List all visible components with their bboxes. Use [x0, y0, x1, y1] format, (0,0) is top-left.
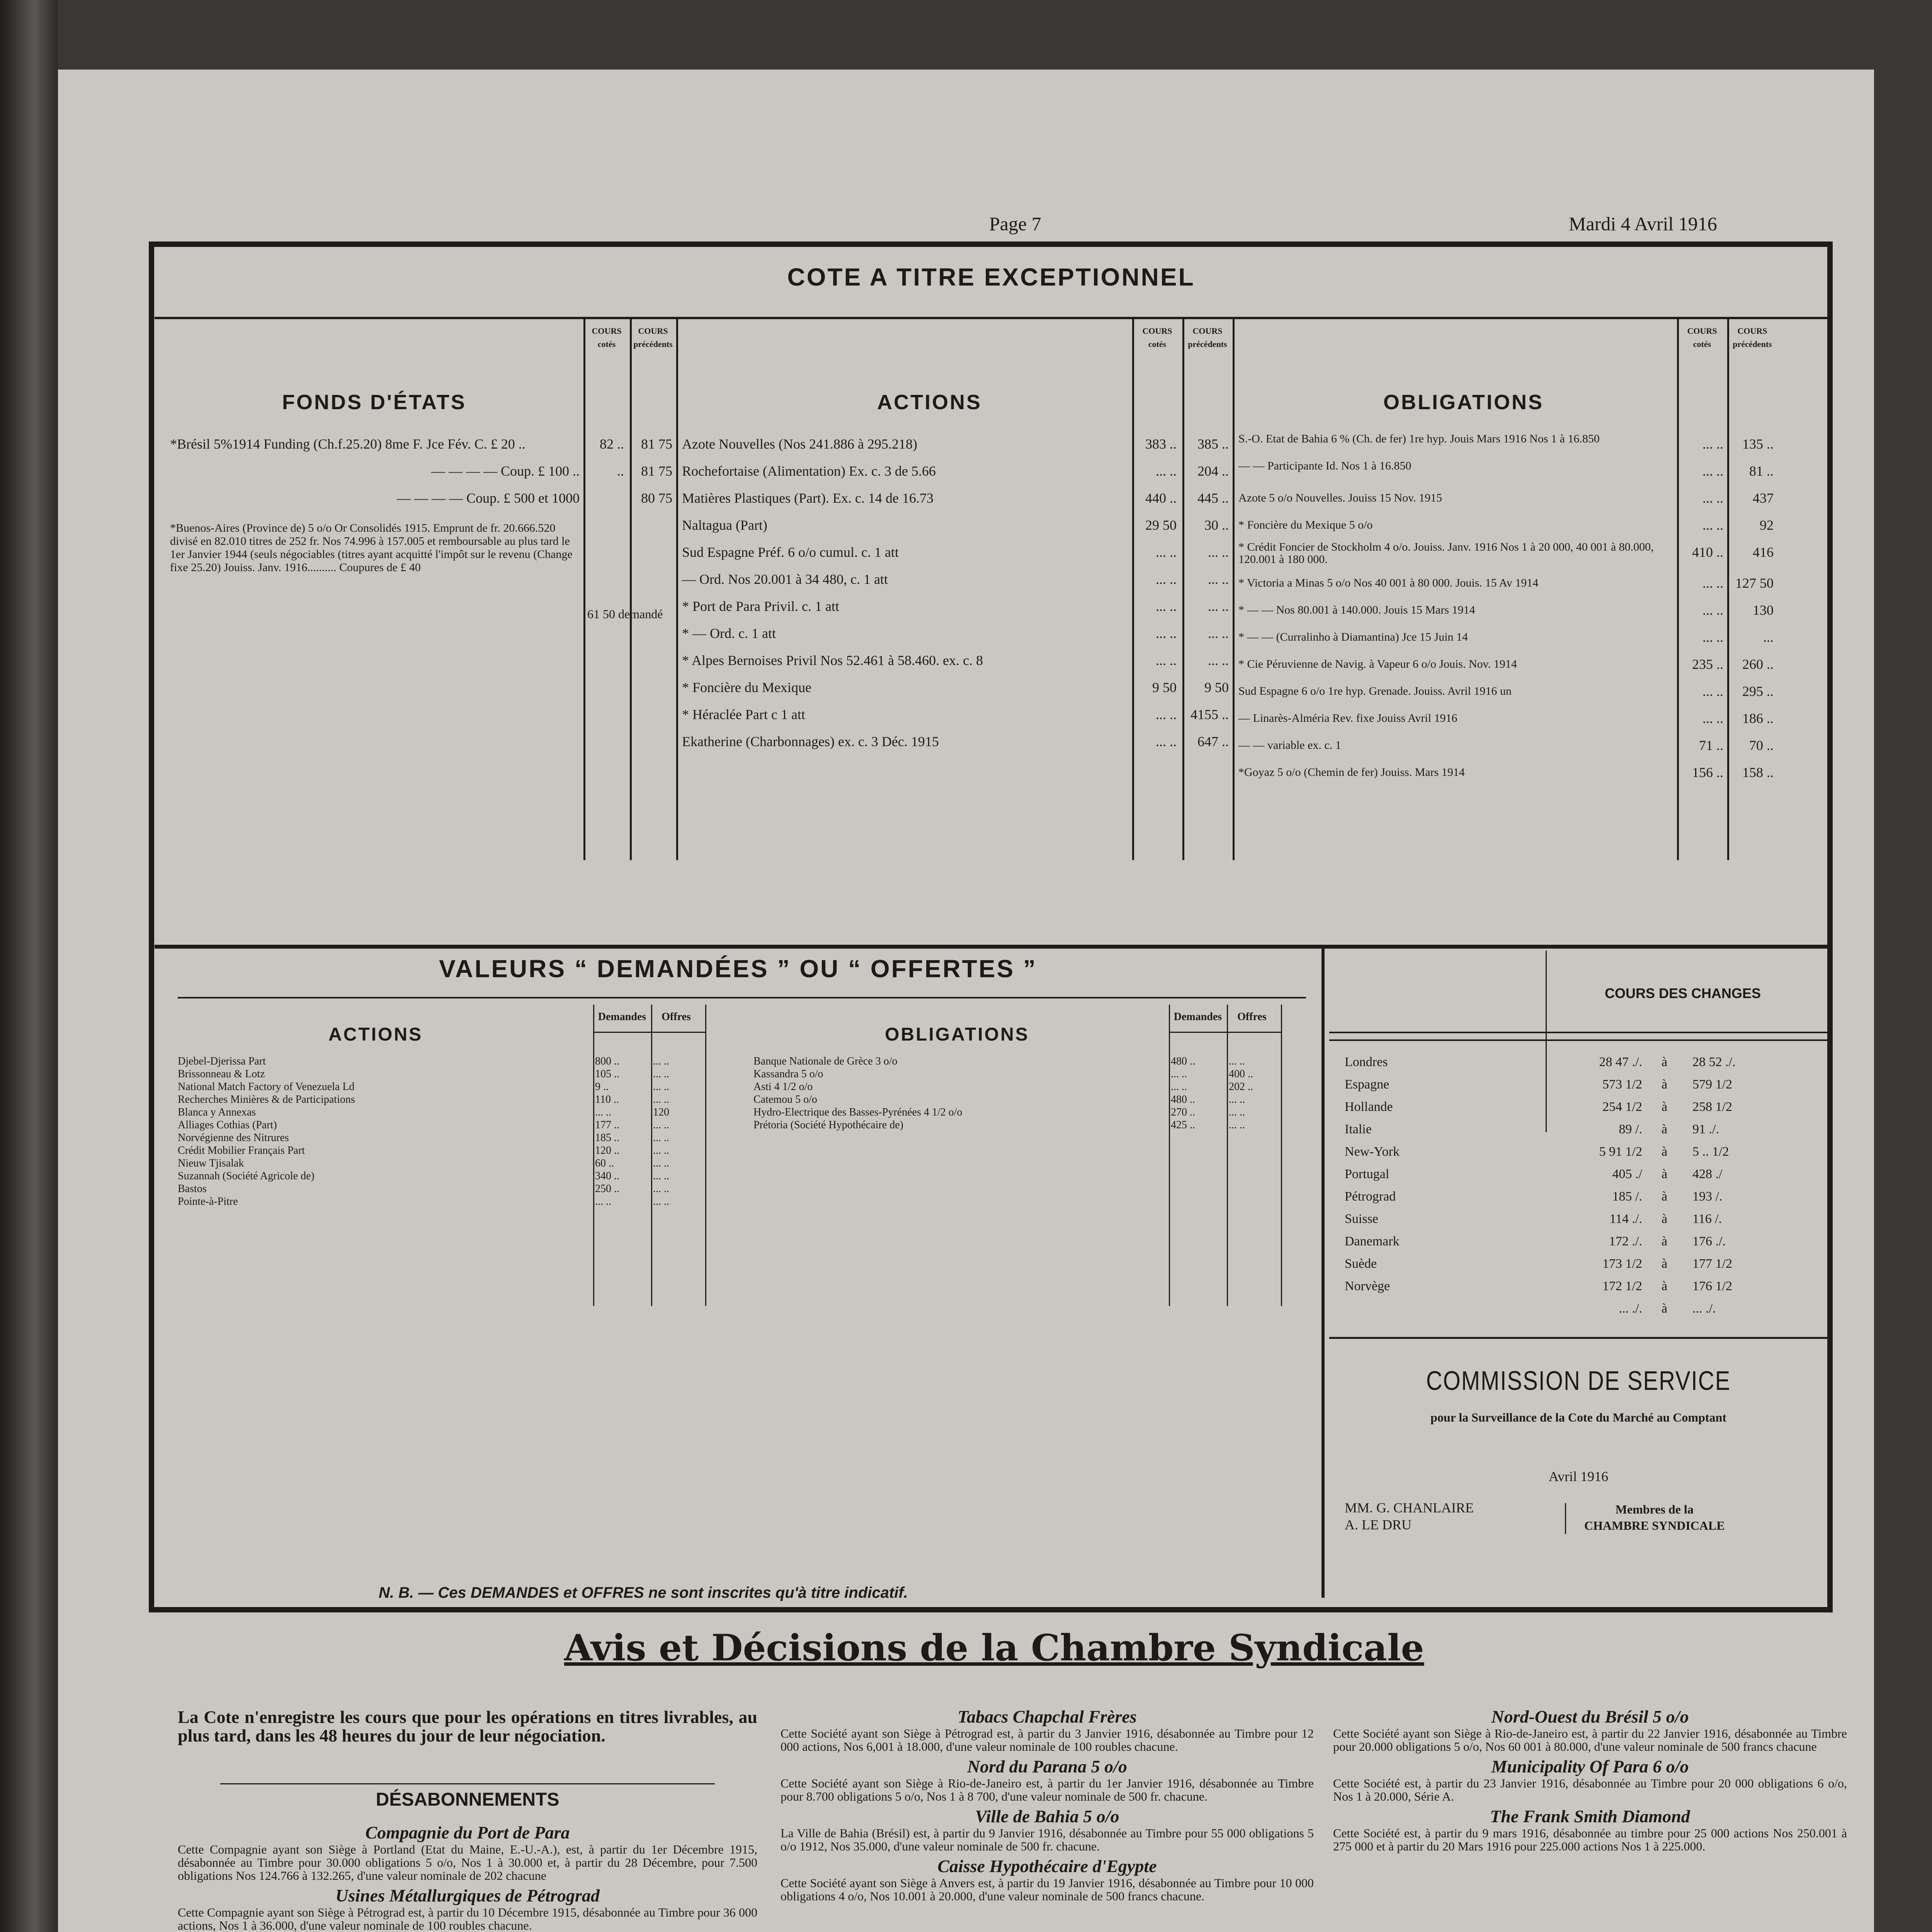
cell: 295 ..	[1742, 684, 1774, 699]
change-sep: à	[1662, 1257, 1668, 1271]
cell: 92	[1760, 517, 1774, 533]
change-rate-low: 185 /.	[1612, 1189, 1642, 1204]
cell: 71 ..	[1699, 738, 1723, 753]
cell: ... ..	[653, 1068, 669, 1080]
avis-heading: Nord-Ouest du Brésil 5 o/o	[1491, 1707, 1689, 1726]
avis-heading: Usines Métallurgiques de Pétrograd	[335, 1886, 600, 1905]
cell: ... ..	[1156, 463, 1177, 479]
table-row: * Victoria a Minas 5 o/o Nos 40 001 à 80 000. Jouis. 15 Av 1914	[1238, 577, 1539, 589]
desabonnements-heading: DÉSABONNEMENTS	[376, 1789, 560, 1810]
cell: ... ..	[1702, 490, 1723, 506]
cell: ... ..	[1208, 653, 1229, 668]
avis-heading: Municipality Of Para 6 o/o	[1491, 1757, 1689, 1776]
col-offres-2: Offres	[1237, 1011, 1267, 1023]
cell: 9 50	[1152, 680, 1177, 695]
avis-heading: The Frank Smith Diamond	[1490, 1806, 1690, 1826]
table-row: Recherches Minières & de Participations	[178, 1094, 355, 1105]
cell: ... ..	[1156, 653, 1177, 668]
cell: 440 ..	[1145, 490, 1177, 506]
cell: 81 ..	[1749, 463, 1774, 479]
cell: 135 ..	[1742, 436, 1774, 452]
cell: ... ..	[1702, 629, 1723, 645]
change-rate-low: 89 /.	[1619, 1122, 1642, 1136]
table-row: * Alpes Bernoises Privil Nos 52.461 à 58.460. ex. c. 8	[682, 653, 983, 668]
rule	[651, 1005, 652, 1306]
cell: 110 ..	[595, 1094, 619, 1105]
change-place: Portugal	[1345, 1167, 1389, 1181]
avis-text: Cette Société ayant son Siège à Anvers est, à partir du 19 Janvier 1916, désabonnée au Timbre pour 10 000 obligations 4 o/o, Nos 10.001 à 20.000, d'une valeur nominale de 500 francs chacune.	[781, 1876, 1314, 1903]
change-place: New-York	[1345, 1145, 1400, 1159]
table-row: Hydro-Electrique des Basses-Pyrénées 4 1/2 o/o	[753, 1106, 963, 1118]
table-row: S.-O. Etat de Bahia 6 % (Ch. de fer) 1re hyp. Jouis Mars 1916 Nos 1 à 16.850	[1238, 433, 1600, 445]
cell: 185 ..	[595, 1132, 619, 1144]
change-place: Hollande	[1345, 1100, 1393, 1114]
avis-column-1	[178, 1820, 757, 1932]
cote-title: COTE A TITRE EXCEPTIONNEL	[787, 263, 1195, 291]
newspaper-page	[58, 70, 1874, 1932]
rule	[676, 319, 678, 860]
avis-heading: Caisse Hypothécaire d'Egypte	[937, 1856, 1157, 1876]
table-row: Brissonneau & Lotz	[178, 1068, 265, 1080]
avis-column-2	[781, 1704, 1314, 1906]
cell: 647 ..	[1197, 734, 1229, 749]
table-row: — — — — Coup. £ 100 ..	[431, 463, 580, 479]
cell: ... ..	[653, 1145, 669, 1156]
avis-heading: Nord du Parana 5 o/o	[967, 1757, 1128, 1776]
change-rate-high: 193 /.	[1692, 1189, 1723, 1204]
change-sep: à	[1662, 1077, 1668, 1092]
commission-month: Avril 1916	[1548, 1469, 1609, 1484]
cell: ... ..	[1156, 734, 1177, 749]
cote-title-rule	[155, 317, 1828, 319]
change-rate-high: 258 1/2	[1692, 1100, 1732, 1114]
change-sep: à	[1662, 1100, 1668, 1114]
change-sep: à	[1662, 1122, 1668, 1136]
cell: 416	[1753, 544, 1774, 560]
table-row: Rochefortaise (Alimentation) Ex. c. 3 de 5.66	[682, 463, 936, 479]
col-offres: Offres	[662, 1011, 691, 1023]
cell: 130	[1753, 602, 1774, 618]
cell: ... ..	[1229, 1106, 1245, 1118]
change-rate-low: 172 ./.	[1609, 1234, 1642, 1248]
table-row: * Héraclée Part c 1 att	[682, 707, 805, 722]
cell: 250 ..	[595, 1183, 619, 1195]
avis-column-3	[1333, 1704, 1847, 1856]
change-rate-high: 579 1/2	[1692, 1077, 1732, 1092]
cell: ... ..	[1702, 517, 1723, 533]
page-number: Page 7	[989, 213, 1041, 235]
col-cours-cotes: COURS cotés	[592, 326, 622, 349]
cell: 400 ..	[1229, 1068, 1253, 1080]
change-rate-high: 28 52 ./.	[1692, 1055, 1736, 1069]
cell: 70 ..	[1749, 738, 1774, 753]
col-cours-cotes-2: COURS cotés	[1142, 326, 1172, 349]
rule	[1329, 1337, 1828, 1339]
table-row: Matières Plastiques (Part). Ex. c. 14 de 16.73	[682, 490, 934, 506]
cell: ... ..	[653, 1183, 669, 1195]
change-rate-high: 177 1/2	[1692, 1257, 1732, 1271]
change-rate-low: 114 ./.	[1609, 1212, 1642, 1226]
cell: 4155 ..	[1190, 707, 1229, 722]
cell: 156 ..	[1692, 765, 1723, 780]
rule	[220, 1783, 715, 1784]
table-row: * — Ord. c. 1 att	[682, 626, 776, 641]
change-place: Suède	[1345, 1257, 1377, 1271]
commission-subtitle: pour la Surveillance de la Cote du Marché au Comptant	[1430, 1410, 1726, 1424]
cell: ... ..	[1702, 684, 1723, 699]
change-rate-high: 428 ./	[1692, 1167, 1723, 1181]
change-place: Danemark	[1345, 1234, 1400, 1248]
table-row: Catemou 5 o/o	[753, 1094, 817, 1105]
avis-text: Cette Société ayant son Siège à Rio-de-Janeiro est, à partir du 22 Janvier 1916, désabonnée au Timbre pour 20.000 obligations 5 o/o, Nos 60 001 à 80.000, d'une valeur nominale de 500 francs chacune	[1333, 1726, 1847, 1753]
commission-members: MM. G. CHANLAIRE A. LE DRU	[1345, 1500, 1474, 1532]
page-binding	[0, 0, 58, 1932]
avis-text: Cette Société ayant son Siège à Rio-de-Janeiro est, à partir du 1er Janvier 1916, désabonnée au Timbre pour 8.700 obligations 5 o/o, Nos 1 à 8 700, d'une valeur nominale de 500 fr. chacune.	[781, 1776, 1314, 1803]
cell: 158 ..	[1742, 765, 1774, 780]
cell: ... ..	[1171, 1068, 1187, 1080]
rule	[1546, 951, 1547, 1132]
cell: 410 ..	[1692, 544, 1723, 560]
avis-text: Cette Société est, à partir du 9 mars 1916, désabonnée au timbre pour 25 000 actions Nos 250.001 à 275 000 et à partir du 20 Mars 1916 pour 225.000 actions Nos 1 à 225.000.	[1333, 1826, 1847, 1853]
cell: 82 ..	[600, 436, 624, 452]
cell: 29 50	[1145, 517, 1177, 533]
table-row: Naltagua (Part)	[682, 517, 767, 533]
table-row: Norvégienne des Nitrures	[178, 1132, 289, 1144]
cell: 120 ..	[595, 1145, 619, 1156]
cell: ... ..	[653, 1157, 669, 1169]
change-rate-high: ... ./.	[1692, 1301, 1716, 1316]
cell: 186 ..	[1742, 711, 1774, 726]
avis-text: Cette Compagnie ayant son Siège à Portland (Etat du Maine, E.-U.-A.), est, à partir du 1er Décembre 1915, désabonnée au Timbre pour 30.000 obligations 5 o/o, Nos 1 à 30.000 et, à partir du 28 Décembre, pour 7.500 obligations Nos 124.766 à 132.265, d'une valeur nominale de 202 chacune	[178, 1842, 757, 1883]
table-row: *Brésil 5%1914 Funding (Ch.f.25.20) 8me F. Jce Fév. C. £ 20 ..	[170, 436, 526, 452]
avis-text: Cette Société est, à partir du 23 Janvier 1916, désabonnée au Timbre pour 20 000 obligations 6 o/o, Nos 1 à 20.000, Série A.	[1333, 1776, 1847, 1803]
cell: ... ..	[653, 1196, 669, 1208]
cell: ..	[617, 463, 624, 479]
cell: 120	[653, 1106, 669, 1118]
rule	[1227, 1005, 1228, 1306]
cell: 61 50 demandé	[587, 607, 663, 621]
change-rate-low: 573 1/2	[1602, 1077, 1642, 1092]
cell: ... ..	[1208, 626, 1229, 641]
cell: 9 50	[1204, 680, 1229, 695]
table-row: Pointe-à-Pitre	[178, 1196, 238, 1208]
cell: ... ..	[653, 1094, 669, 1105]
cell: 30 ..	[1204, 517, 1229, 533]
fonds-heading: FONDS D'ÉTATS	[282, 391, 466, 414]
change-rate-high: 91 ./.	[1692, 1122, 1719, 1136]
cell: ... ..	[595, 1106, 611, 1118]
table-row: Azote 5 o/o Nouvelles. Jouiss 15 Nov. 1915	[1238, 492, 1442, 504]
rule	[705, 1005, 706, 1306]
table-row: Azote Nouvelles (Nos 241.886 à 295.218)	[682, 436, 917, 452]
change-rate-low: 254 1/2	[1602, 1100, 1642, 1114]
col-cours-precedents: COURS précédents	[633, 326, 673, 349]
table-row: * Crédit Foncier de Stockholm 4 o/o. Jouiss. Janv. 1916 Nos 1 à 20 000, 40 001 à 80.000, 120.001 à 180 000.	[1238, 541, 1654, 566]
avis-text: Cette Société ayant son Siège à Pétrograd est, à partir du 3 Janvier 1916, désabonnée au Timbre pour 12 000 actions, Nos 6,001 à 18.000, d'une valeur nominale de 100 roubles chacune.	[781, 1726, 1314, 1753]
cell: ...	[1763, 629, 1774, 645]
rule	[178, 997, 1306, 998]
cell: ... ..	[653, 1081, 669, 1093]
cell: 127 50	[1735, 575, 1774, 591]
cell: 204 ..	[1197, 463, 1229, 479]
cell: 425 ..	[1171, 1119, 1195, 1131]
cell: ... ..	[1171, 1081, 1187, 1093]
cell: ... ..	[1156, 626, 1177, 641]
table-row: *Goyaz 5 o/o (Chemin de fer) Jouiss. Mars 1914	[1238, 766, 1465, 779]
change-rate-high: 176 ./.	[1692, 1234, 1726, 1248]
change-sep: à	[1662, 1189, 1668, 1204]
table-row: * — — Nos 80.001 à 140.000. Jouis 15 Mars 1914	[1238, 604, 1475, 616]
rule	[583, 319, 585, 860]
col-demandes: Demandes	[598, 1011, 646, 1023]
rule	[1329, 1039, 1828, 1041]
rule	[593, 1005, 594, 1306]
table-row: * — — (Curralinho à Diamantina) Jce 15 Juin 14	[1238, 631, 1468, 643]
cell: 81 75	[641, 463, 672, 479]
commission-role: Membres de la CHAMBRE SYNDICALE	[1584, 1502, 1725, 1532]
avis-text: La Ville de Bahia (Brésil) est, à partir du 9 Janvier 1916, désabonnée au Timbre pour 55 000 obligations 5 o/o 1912, Nos 35.000, d'une valeur nominale de 500 fr. chacune.	[781, 1826, 1314, 1853]
rule	[630, 319, 632, 860]
cell: 81 75	[641, 436, 672, 452]
cell: 260 ..	[1742, 656, 1774, 672]
rule	[1321, 949, 1325, 1598]
change-sep: à	[1662, 1055, 1668, 1069]
change-rate-high: 176 1/2	[1692, 1279, 1732, 1293]
change-sep: à	[1662, 1279, 1668, 1293]
table-row: * Port de Para Privil. c. 1 att	[682, 599, 839, 614]
change-rate-low: 405 ./	[1612, 1167, 1642, 1181]
valeurs-actions-heading: ACTIONS	[328, 1024, 423, 1045]
actions-heading: ACTIONS	[877, 391, 982, 414]
table-row: * Cie Péruvienne de Navig. à Vapeur 6 o/o Jouis. Nov. 1914	[1238, 658, 1517, 670]
cell: ... ..	[653, 1132, 669, 1144]
change-sep: à	[1662, 1145, 1668, 1159]
table-row: * Foncière du Mexique 5 o/o	[1238, 519, 1373, 531]
change-rate-low: ... ./.	[1619, 1301, 1642, 1316]
cell: 9 ..	[595, 1081, 609, 1093]
avis-intro: La Cote n'enregistre les cours que pour les opérations en titres livrables, au plus tard, dans les 48 heures du jour de leur négociation.	[178, 1707, 757, 1745]
col-cours-cotes-3: COURS cotés	[1687, 326, 1717, 349]
rule	[1281, 1005, 1282, 1306]
cell: ... ..	[1229, 1119, 1245, 1131]
change-sep: à	[1662, 1167, 1668, 1181]
cell: 437	[1753, 490, 1774, 506]
cell: 60 ..	[595, 1157, 614, 1169]
rule	[1233, 319, 1235, 860]
col-demandes-2: Demandes	[1173, 1011, 1222, 1023]
valeurs-title: VALEURS “ DEMANDÉES ” OU “ OFFERTES ”	[439, 955, 1037, 983]
table-row: Blanca y Annexas	[178, 1106, 256, 1118]
cell: 385 ..	[1197, 436, 1229, 452]
table-row: Asti 4 1/2 o/o	[753, 1081, 813, 1093]
table-row: Djebel-Djerissa Part	[178, 1055, 266, 1067]
table-row: Alliages Cothias (Part)	[178, 1119, 277, 1131]
change-rate-low: 173 1/2	[1602, 1257, 1642, 1271]
valeurs-note: N. B. — Ces DEMANDES et OFFRES ne sont inscrites qu'à titre indicatif.	[379, 1584, 908, 1601]
table-row: Kassandra 5 o/o	[753, 1068, 823, 1080]
cell: 105 ..	[595, 1068, 619, 1080]
table-row: Suzannah (Société Agricole de)	[178, 1170, 315, 1182]
cell: 445 ..	[1197, 490, 1229, 506]
avis-heading: Compagnie du Port de Para	[365, 1823, 570, 1842]
table-row: Bastos	[178, 1183, 207, 1195]
change-place: Londres	[1345, 1055, 1388, 1069]
table-row: Prétoria (Société Hypothécaire de)	[753, 1119, 903, 1131]
change-rate-low: 28 47 ./.	[1599, 1055, 1642, 1069]
cell: ... ..	[1208, 599, 1229, 614]
table-row: *Buenos-Aires (Province de) 5 o/o Or Consolidés 1915. Emprunt de fr. 20.666.520 divisé en 82.010 titres de 252 fr. Nos 74.996 à 157.005 et remboursable au plus tard le 1er Janvier 1944 (seuls négociables (titres ayant acquitté l'impôt sur le revenu (Change fixe 25.20) Jouiss. Janv. 1916.......... Coupures de £ 40	[170, 522, 573, 574]
table-row: Crédit Mobilier Français Part	[178, 1145, 305, 1156]
cell: ... ..	[1229, 1094, 1245, 1105]
change-place: Pétrograd	[1345, 1189, 1396, 1204]
cell: ... ..	[1702, 711, 1723, 726]
cell: ... ..	[653, 1055, 669, 1067]
cell: 480 ..	[1171, 1094, 1195, 1105]
rule	[593, 1032, 705, 1033]
table-row: Nieuw Tjisalak	[178, 1157, 244, 1169]
valeurs-oblig-heading: OBLIGATIONS	[885, 1024, 1029, 1045]
cell: 383 ..	[1145, 436, 1177, 452]
change-rate-high: 5 .. 1/2	[1692, 1145, 1729, 1159]
cell: ... ..	[1156, 544, 1177, 560]
change-sep: à	[1662, 1212, 1668, 1226]
change-sep: à	[1662, 1234, 1668, 1248]
cell: 80 75	[641, 490, 672, 506]
table-row: National Match Factory of Venezuela Ld	[178, 1081, 355, 1093]
table-row: — Ord. Nos 20.001 à 34 480, c. 1 att	[682, 571, 888, 587]
change-rate-low: 5 91 1/2	[1599, 1145, 1642, 1159]
commission-title: COMMISSION DE SERVICE	[1426, 1366, 1731, 1396]
cell: ... ..	[1156, 571, 1177, 587]
cell: 202 ..	[1229, 1081, 1253, 1093]
cell: 340 ..	[595, 1170, 619, 1182]
cell: 480 ..	[1171, 1055, 1195, 1067]
section-rule	[155, 945, 1828, 949]
page-date: Mardi 4 Avril 1916	[1569, 213, 1717, 235]
avis-text: Cette Compagnie ayant son Siège à Pétrograd est, à partir du 10 Décembre 1915, désabonnée au Timbre pour 36 000 actions, Nos 1 à 36.000, d'une valeur nominale de 100 roubles chacune.	[178, 1905, 757, 1932]
rule	[1329, 1032, 1828, 1033]
cell: ... ..	[1208, 571, 1229, 587]
avis-heading: Tabacs Chapchal Frères	[957, 1707, 1137, 1726]
avis-heading: Ville de Bahia 5 o/o	[975, 1806, 1119, 1826]
cell: 235 ..	[1692, 656, 1723, 672]
change-place: Italie	[1345, 1122, 1372, 1136]
table-row: — — — — Coup. £ 500 et 1000	[397, 490, 580, 506]
cell: ... ..	[1156, 707, 1177, 722]
change-place: Norvège	[1345, 1279, 1390, 1293]
cell: 177 ..	[595, 1119, 619, 1131]
table-row: Sud Espagne Préf. 6 o/o cumul. c. 1 att	[682, 544, 899, 560]
changes-heading: COURS DES CHANGES	[1604, 985, 1761, 1001]
change-sep: à	[1662, 1301, 1668, 1316]
change-rate-low: 172 1/2	[1602, 1279, 1642, 1293]
col-cours-precedents-3: COURS précédents	[1733, 326, 1772, 349]
cell: ... ..	[1702, 436, 1723, 452]
rule	[1169, 1005, 1170, 1306]
cell: ... ..	[653, 1170, 669, 1182]
cell: ... ..	[1156, 599, 1177, 614]
cell: 800 ..	[595, 1055, 619, 1067]
table-row: Ekatherine (Charbonnages) ex. c. 3 Déc. 1915	[682, 734, 939, 749]
obligations-heading: OBLIGATIONS	[1383, 391, 1544, 414]
cell: ... ..	[1208, 544, 1229, 560]
cell: ... ..	[1702, 602, 1723, 618]
col-cours-precedents-2: COURS précédents	[1188, 326, 1227, 349]
change-rate-high: 116 /.	[1692, 1212, 1722, 1226]
cell: ... ..	[1702, 575, 1723, 591]
change-place: Espagne	[1345, 1077, 1389, 1092]
table-row: — Linarès-Alméria Rev. fixe Jouiss Avril 1916	[1238, 712, 1458, 724]
change-place: Suisse	[1345, 1212, 1378, 1226]
cell: ... ..	[1229, 1055, 1245, 1067]
cell: 270 ..	[1171, 1106, 1195, 1118]
table-row: — — Participante Id. Nos 1 à 16.850	[1238, 460, 1412, 472]
cell: ... ..	[595, 1196, 611, 1208]
table-row: * Foncière du Mexique	[682, 680, 811, 695]
table-row: — — variable ex. c. 1	[1238, 739, 1341, 752]
table-row: Sud Espagne 6 o/o 1re hyp. Grenade. Jouiss. Avril 1916 un	[1238, 685, 1512, 697]
avis-title: Avis et Décisions de la Chambre Syndicale	[564, 1627, 1424, 1669]
table-row: Banque Nationale de Grèce 3 o/o	[753, 1055, 898, 1067]
rule	[1169, 1032, 1281, 1033]
rule	[1565, 1503, 1566, 1534]
cell: ... ..	[1702, 463, 1723, 479]
cell: ... ..	[653, 1119, 669, 1131]
